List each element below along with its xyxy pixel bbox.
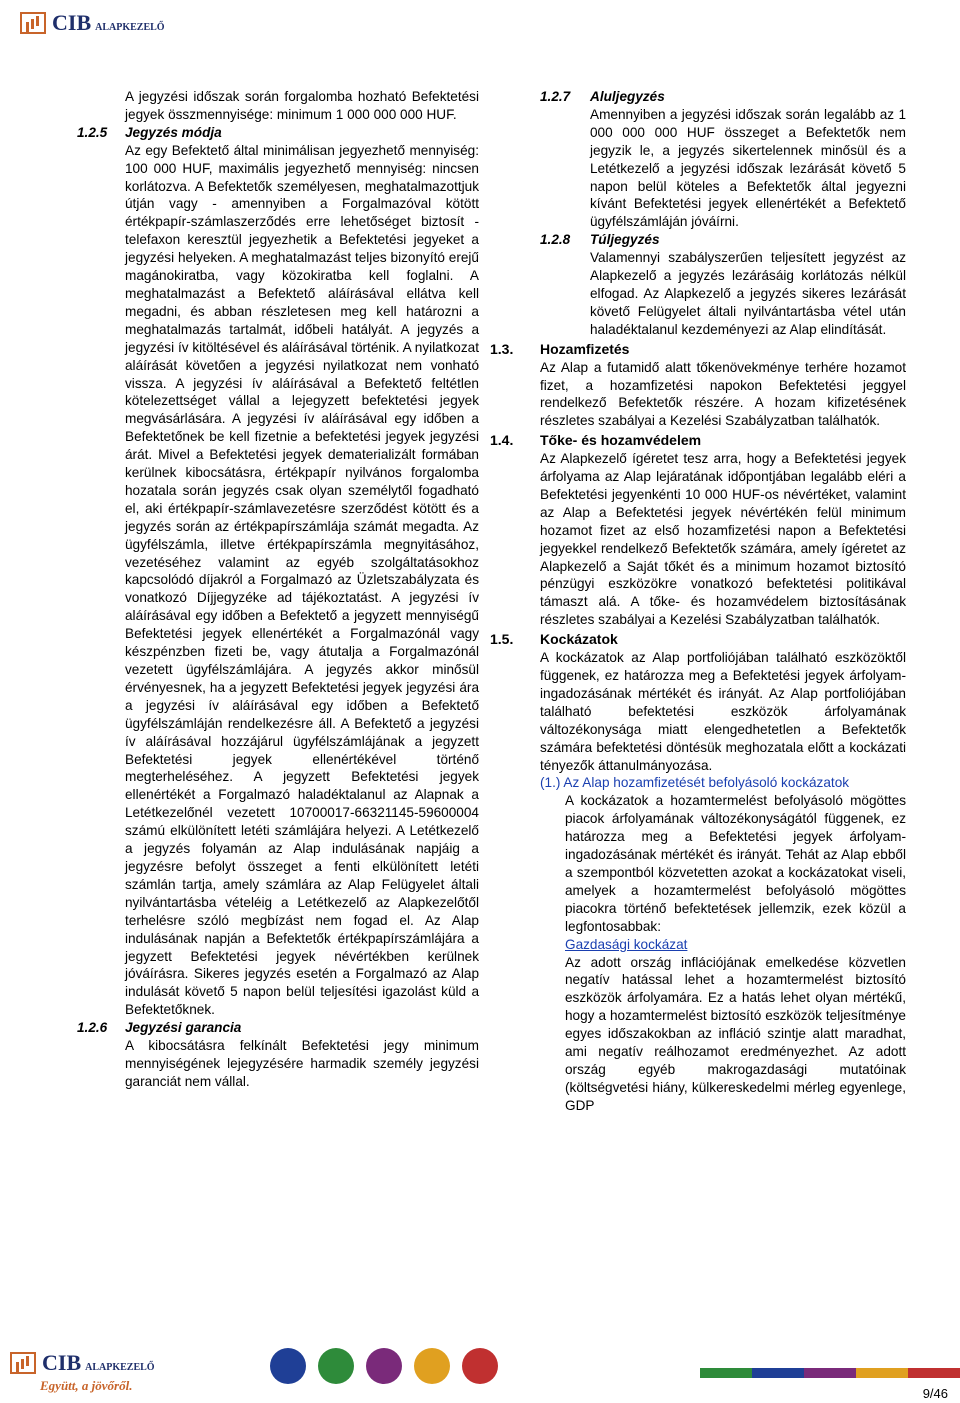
- section-1-2-5-heading: [77, 124, 479, 142]
- logo-sub-text: ALAPKEZELŐ: [95, 21, 165, 33]
- logo-main-text: CIB: [52, 10, 92, 35]
- left-column: [77, 88, 479, 1091]
- decorative-color-bar: [700, 1368, 960, 1378]
- circle-icon: [414, 1348, 450, 1384]
- section-1-2-6-heading: [77, 1019, 479, 1037]
- section-1-2-8-body: Valamennyi szabályszerűen teljesített jegyzést az Alapkezelő a jegyzés lezárásáig korlátozás nélkül elfogad. Az Alapkezelő a jegyzés sikeres lezárását követő Felügyelet általi nyilvántartásba vétel után haladéktalanul kezdeményezi az Alap elindítását.: [590, 250, 906, 337]
- section-title: Jegyzési garancia: [125, 1020, 242, 1036]
- circle-icon: [366, 1348, 402, 1384]
- section-title: Aluljegyzés: [590, 89, 665, 104]
- section-title: Tőke- és hozamvédelem: [540, 432, 702, 449]
- section-1-2-8-heading: [490, 231, 906, 249]
- section-1-3-body: Az Alap a futamidő alatt tőkenövekménye terhére hozamot fizet, a hozamfizetési napokon Befektetési jeggyel rendelkező Befektetők részére. A hozam kifizetésének részletes szabályai a Kezelési Szabályzatban találhatók.: [540, 359, 906, 429]
- section-1-5-body: A kockázatok az Alap portfoliójában található eszközöktől függenek, ez határozza meg a Befektetési jegyek árfolyam-ingadozásának mértékét és irányát. Az Alap portfoliójában található befektetési eszközök árfolyamának változékonysága miatt elengedhetetlen a Befektetők számára befektetési döntésük meghozatala előtt a kockázati tényezők áttanulmányozása.: [540, 650, 906, 773]
- header-logo: [20, 10, 165, 36]
- section-title: Túljegyzés: [590, 232, 660, 248]
- section-number: 1.2.5: [77, 124, 108, 140]
- section-1-2-7-body: Amennyiben a jegyzési időszak során legalább az 1 000 000 000 HUF összeget a Befektetők nem jegyzik le, a jegyzés sikertelennek minősül és a Letétkezelő a jegyzési időszak lezárását követő 5 napon belül köteles a Befektetők által jegyezni kívánt Befektetési jegyek ellenértékét a Befektető ügyfélszámláján jóváírni.: [590, 106, 906, 230]
- section-1-2-6-body: A kibocsátásra felkínált Befektetési jegy minimum mennyiségének lejegyzésére harmadik személy jegyzési garanciát nem vállal.: [125, 1038, 479, 1089]
- section-1-5-heading: [490, 631, 906, 649]
- page-number: 9/46: [922, 1386, 948, 1401]
- page-footer: [0, 1330, 960, 1403]
- decorative-circles: [270, 1348, 498, 1384]
- logo-main-text: CIB: [42, 1350, 82, 1375]
- section-number: 1.2.7: [540, 89, 571, 104]
- cib-logo-icon: [20, 12, 46, 34]
- circle-icon: [318, 1348, 354, 1384]
- section-1-4-heading: [490, 432, 906, 450]
- section-1-2-5-body: Az egy Befektető által minimálisan jegyezhető mennyiség: 100 000 HUF, maximális jegyezhető mennyiség: nincsen korlátozva. A Befektetők személyesen, meghatalmazottjuk útján vagy - amennyiben a Forgalmazóval kötött értékpapír-számlaszerződés erre lehetőséget biztosít - telefaxon keresztül jegyezhetik a Befektetési jegyeket a jegyzési helyeken. A meghatalmazást teljes bizonyító erejű magánokiratba, vagy közokiratba kell foglalni. A meghatalmazást a Befektető aláírásával ellátva kell megadni, és abban részletesen meg kell határozni a meghatalmazás tartalmát, időbeli hatályát. A jegyzés a jegyzési ív kitöltésével és aláírásával történik. A nyilatkozat aláírását követően a jegyzési nyilatkozat nem vonható vissza. A jegyzési ív aláírásával a Befektető feltétlen kötelezettséget vállal a lejegyzett befektetési jegyek megvásárlására. A jegyzési ív aláírásával egy időben a Befektetőnek be kell fizetnie a befektetési jegyek jegyzési árát. Mivel a Befektetési jegyek dematerializált formában kerülnek kibocsátásra, értékpapír nyilvános forgalomba hozatala során jegyzés csak olyan személytől fogadható el, aki értékpapír-számlavezetésre szerződést kötött és a jegyzés során az értékpapírszámlája számát megadta. Az ügyfélszámla, illetve értékpapírszámla megnyitásához, vezetéséhez valamint az egyéb szolgáltatásokhoz kapcsolódó díjakról a Forgalmazó az Üzletszabályzata és vonatkozó Díjjegyzéke ad tájékoztatást. A jegyzési ív aláírásával egy időben a Befektető a jegyzett mennyiségű Befektetési jegyek ellenértékét a Forgalmazónál vagy készpénzben fizeti be, vagy átutalja a Forgalmazónál vezetett ügyfélszámlájára. A jegyzés akkor minősül érvényesnek, ha a jegyzett Befektetési jegyek jegyzési ára a jegyzési ív aláírásával egy időben a Befektető ügyfélszámláján rendelkezésre áll. A Befektető a jegyzési ív aláírásával hozzájárul ügyfélszámlájának a jegyzett Befektetési jegyek ellenértékével történő megterheléséhez. A jegyzett Befektetési jegyek ellenértékét a Forgalmazó haladéktalanul az Alapnak a Letétkezelőnél vezetett 10700017-66321145-59600004 számú elkülönített letéti számlájára helyezi. A Letétkezelő a jegyzés folyamán az Alap indulásának napjáig a jegyzésre befolyt összeget a fenti elkülönített letéti számlán tartja, amely számlára az Alap Felügyelet általi nyilvántartásba vételéig a Letétkezelő az Alapkezelőtől terhelésre szóló megbízást nem fogad el. Az Alap indulásának napján a Befektetők értékpapírszámlájára a jegyzett Befektetési jegyek névértékben kerülnek jóváírásra. Sikeres jegyzés esetén a Forgalmazó az Alap indulását követő 5 napon belül teljesítési igazolást küld a Befektetőknek.: [125, 142, 479, 1018]
- section-number: 1.3.: [490, 340, 514, 357]
- logo-sub-text: ALAPKEZELŐ: [85, 1361, 155, 1373]
- footer-slogan: Együtt, a jövőről.: [40, 1378, 133, 1393]
- economic-risk-heading: Gazdasági kockázat: [565, 936, 688, 952]
- intro-paragraph: A jegyzési időszak során forgalomba hozható Befektetési jegyek összmennyisége: minimum 1 000 000 000 HUF.: [125, 89, 479, 122]
- section-title: Jegyzés módja: [125, 124, 222, 140]
- risk-subheading: (1.) Az Alap hozamfizetését befolyásoló kockázatok: [540, 775, 850, 791]
- section-title: Hozamfizetés: [540, 340, 630, 357]
- section-number: 1.2.8: [540, 232, 571, 248]
- economic-risk-body: Az adott ország inflációjának emelkedése közvetlen negatív hatással lehet a hozamtermelést biztosító eszközök árfolyamára. Ez a hatás lehet olyan mértékű, hogy a hozamtermelést biztosító eszközök teljesítménye egyes időszakokban az infláció szintje alatt maradhat, ami negatív reálhozamot eredményezhet. Az adott ország egyéb makrogazdasági mutatóinak (költségvetési hiány, külkereskedelmi mérleg egyenlege, GDP: [565, 954, 906, 1113]
- section-1-3-heading: [490, 341, 906, 359]
- section-title: Kockázatok: [540, 631, 618, 648]
- footer-logo: [10, 1350, 155, 1376]
- circle-icon: [270, 1348, 306, 1384]
- section-number: 1.4.: [490, 432, 514, 449]
- section-number: 1.2.6: [77, 1020, 108, 1036]
- section-1-4-body: Az Alapkezelő ígéretet tesz arra, hogy a Befektetési jegyek árfolyama az Alap lejáratának időpontjában legalább eléri a Befektetési jegyenkénti 10 000 HUF-os névértéket, valamint az Alap a Befektetési jegyek névértékén felül minimum hozamot fizet az első hozamfizetési napon a Befektetési jegyekkel rendelkező Befektetők számára, amely ígéretet az Alapkezelő a Saját tőkét és a minimum hozamot biztosító pénzügyi eszközökre vonatkozó befektetési politikával támaszt alá. A tőke- és hozamvédelem biztosításának részletes szabályai a Kezelési Szabályzatban találhatók.: [540, 451, 906, 628]
- risk-body: A kockázatok a hozamtermelést befolyásoló mögöttes piacok árfolyamának változékonyságától függenek, ez határozza meg a Befektetési jegyek árfolyam-ingadozásának mértékét és irányát. Tehát az Alap ebből a szempontból közvetetten azokat a kockázatokat viseli, amelyek a hozamtermelést befolyásoló mögöttes piacokra történő befektetések jellemzik, ezek közül a legfontosabbak:: [565, 793, 906, 934]
- section-number: 1.5.: [490, 631, 514, 648]
- right-column: [490, 88, 906, 1115]
- cib-logo-icon: [10, 1352, 36, 1374]
- section-1-2-7-heading: [490, 88, 906, 106]
- circle-icon: [462, 1348, 498, 1384]
